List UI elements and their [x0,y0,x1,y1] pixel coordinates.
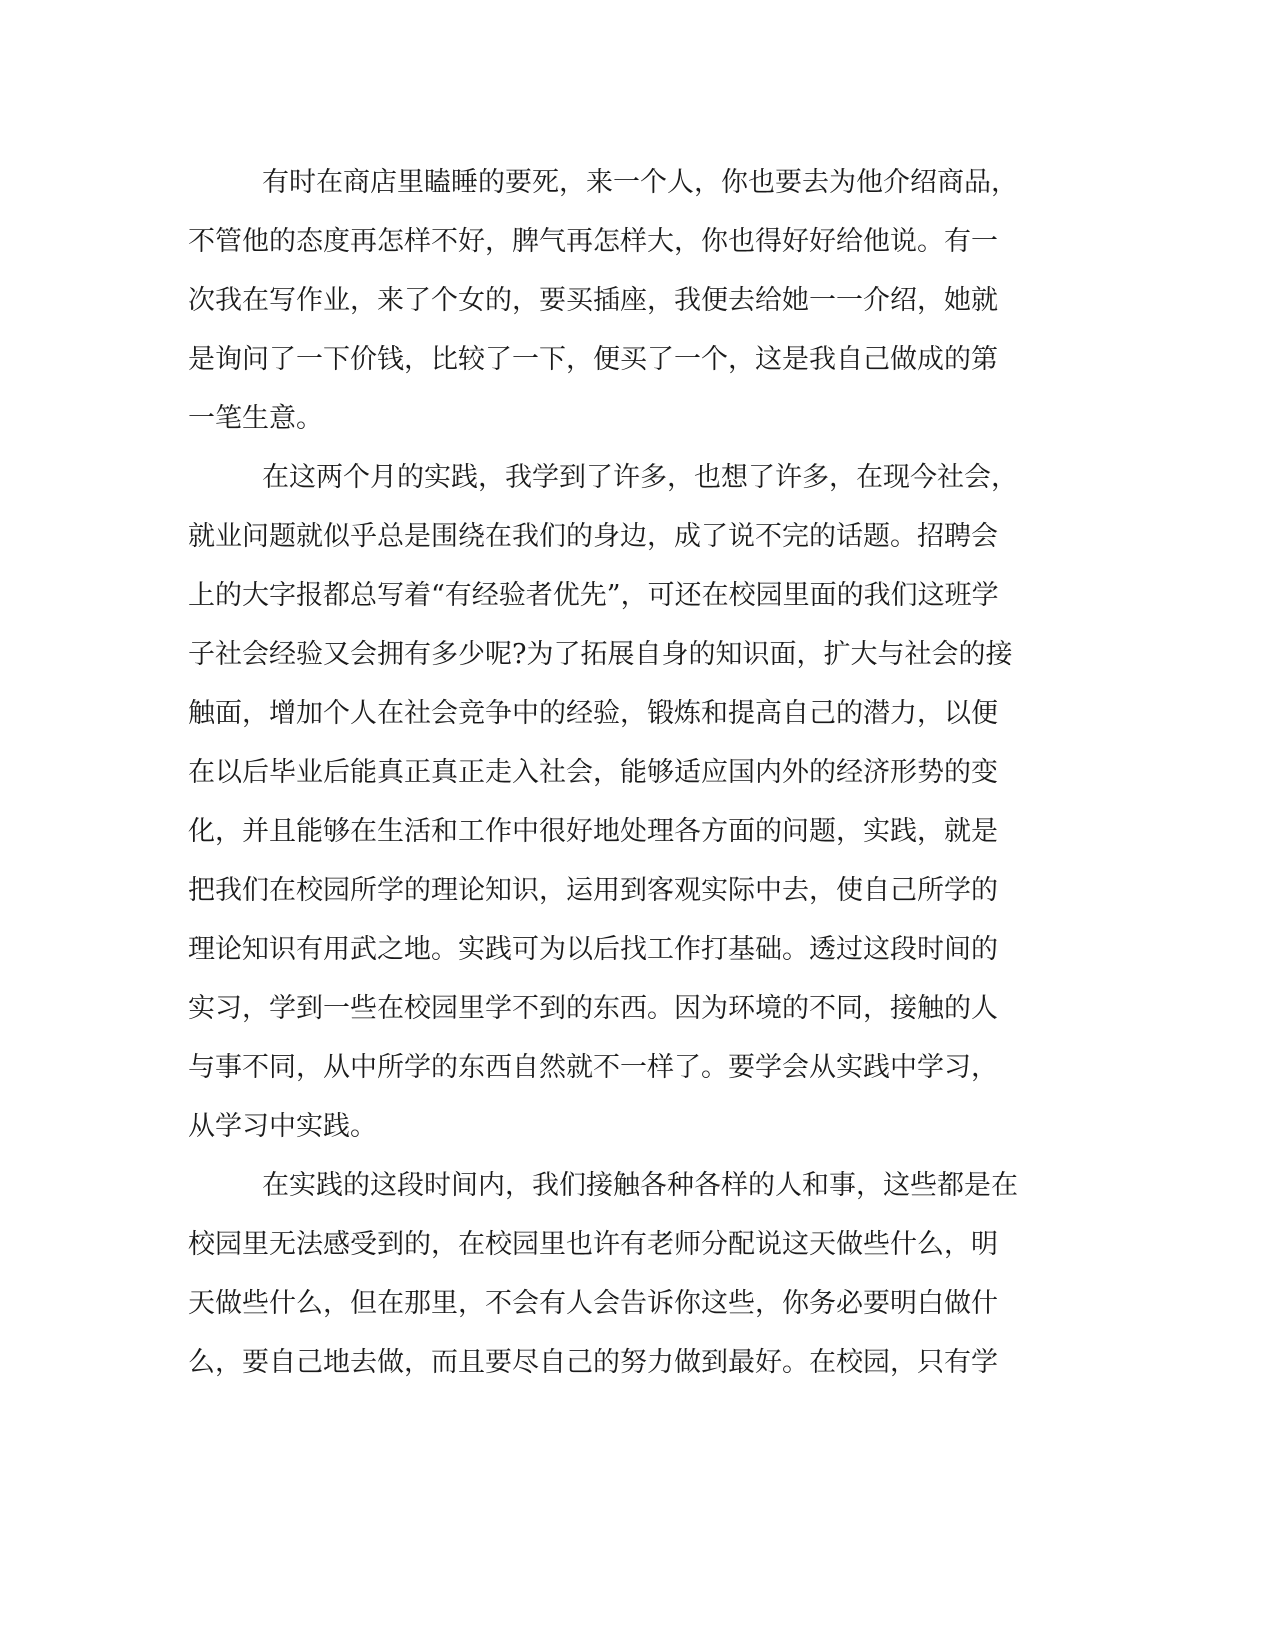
text-line: 么，要自己地去做，而且要尽自己的努力做到最好。在校园，只有学 [188,1347,998,1378]
text-line: 在这两个月的实践，我学到了许多，也想了许多，在现今社会， [262,462,1018,493]
text-line: 把我们在校园所学的理论知识，运用到客观实际中去，使自己所学的 [188,875,998,906]
text-line: 触面，增加个人在社会竞争中的经验，锻炼和提高自己的潜力，以便 [188,698,998,729]
text-line: 校园里无法感受到的，在校园里也许有老师分配说这天做些什么，明 [188,1229,998,1260]
text-line: 天做些什么，但在那里，不会有人会告诉你这些，你务必要明白做什 [188,1288,998,1319]
text-line: 实习，学到一些在校园里学不到的东西。因为环境的不同，接触的人 [188,993,998,1024]
text-line: 在实践的这段时间内，我们接触各种各样的人和事，这些都是在 [262,1170,1018,1201]
text-line: 一笔生意。 [188,403,323,434]
text-line: 有时在商店里瞌睡的要死，来一个人，你也要去为他介绍商品， [262,167,1018,198]
text-line: 理论知识有用武之地。实践可为以后找工作打基础。透过这段时间的 [188,934,998,965]
text-line: 次我在写作业，来了个女的，要买插座，我便去给她一一介绍，她就 [188,285,998,316]
text-line: 从学习中实践。 [188,1111,377,1142]
text-line: 与事不同，从中所学的东西自然就不一样了。要学会从实践中学习， [188,1052,998,1083]
text-line: 子社会经验又会拥有多少呢?为了拓展自身的知识面，扩大与社会的接 [188,639,1013,670]
text-line: 不管他的态度再怎样不好，脾气再怎样大，你也得好好给他说。有一 [188,226,998,257]
text-line: 是询问了一下价钱，比较了一下，便买了一个，这是我自己做成的第 [188,344,998,375]
text-line: 在以后毕业后能真正真正走入社会，能够适应国内外的经济形势的变 [188,757,998,788]
text-line: 就业问题就似乎总是围绕在我们的身边，成了说不完的话题。招聘会 [188,521,998,552]
text-line: 化，并且能够在生活和工作中很好地处理各方面的问题，实践，就是 [188,816,998,847]
text-line: 上的大字报都总写着“有经验者优先”，可还在校园里面的我们这班学 [188,580,999,611]
